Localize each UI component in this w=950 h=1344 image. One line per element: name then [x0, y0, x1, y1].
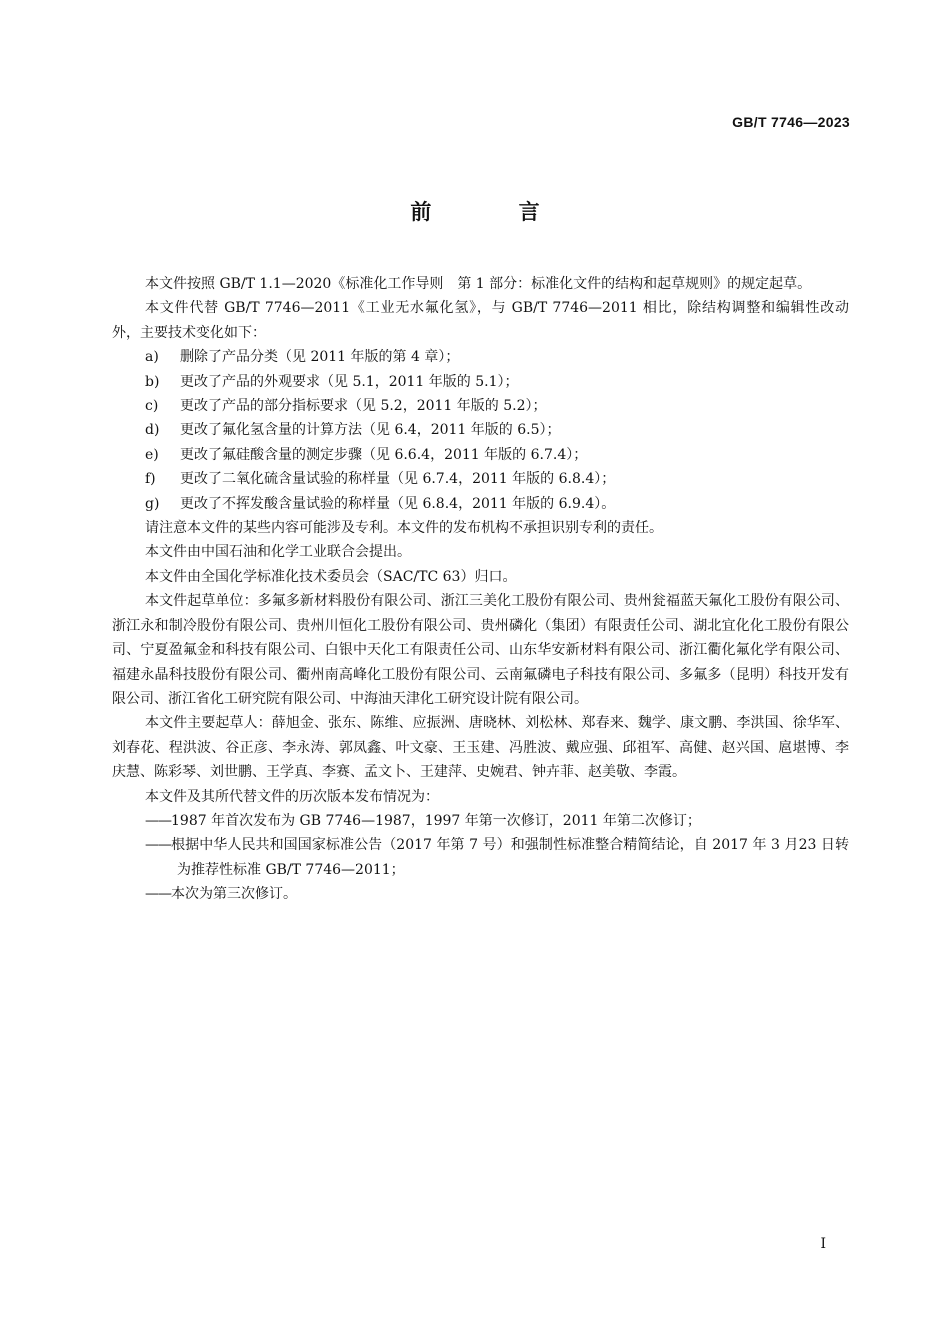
- page-number: I: [820, 1236, 826, 1252]
- changes-list: [112, 345, 849, 516]
- history-dash: ——: [145, 812, 171, 829]
- list-item-text: 更改了不挥发酸含量试验的称样量（见 6.8.4，2011 年版的 6.9.4）。: [180, 495, 616, 512]
- paragraph-proposer: 本文件由中国石油和化学工业联合会提出。: [145, 544, 411, 561]
- list-item-mark: a): [145, 349, 159, 366]
- history-text: 根据中华人民共和国国家标准公告（2017 年第 7 号）和强制性标准整合精简结论，自 2017 年 3 月23 日转为推荐性标准 GB/T 7746—2011；: [171, 837, 849, 878]
- paragraph-history-intro: 本文件及其所代替文件的历次版本发布情况为：: [145, 788, 439, 805]
- list-item-text: 更改了产品的部分指标要求（见 5.2，2011 年版的 5.2）；: [180, 398, 547, 415]
- history-text: 1987 年首次发布为 GB 7746—1987，1997 年第一次修订，2011 年第二次修订；: [171, 812, 701, 829]
- list-item-mark: e): [145, 446, 159, 463]
- list-item: [112, 492, 849, 516]
- list-item-text: 更改了氟化氢含量的计算方法（见 6.4，2011 年版的 6.5）；: [180, 422, 561, 439]
- list-item: [112, 370, 849, 394]
- history-text: 本次为第三次修订。: [171, 886, 297, 903]
- list-item-mark: c): [145, 398, 159, 415]
- list-item: [112, 394, 849, 418]
- history-item: [112, 882, 849, 906]
- list-item: [112, 467, 849, 491]
- list-item-mark: b): [145, 373, 160, 390]
- list-item: [112, 418, 849, 442]
- list-item: [112, 443, 849, 467]
- list-item-mark: d): [145, 422, 160, 439]
- standard-code: GB/T 7746—2023: [732, 114, 850, 130]
- list-item-mark: f): [145, 471, 156, 488]
- paragraph-drafting-units: 本文件起草单位：多氟多新材料股份有限公司、浙江三美化工股份有限公司、贵州瓮福蓝天氟化工股份有限公司、浙江永和制冷股份有限公司、贵州川恒化工股份有限公司、贵州磷化（集团）有限责任公司、湖北宜化化工股份有限公司、宁夏盈氟金和科技有限公司、白银中天化工有限责任公司、山东华安新材料有限公司、浙江衢化氟化学有限公司、福建永晶科技股份有限公司、衢州南高峰化工股份有限公司、云南氟磷电子科技有限公司、多氟多（昆明）科技开发有限公司、浙江省化工研究院有限公司、中海油天津化工研究设计院有限公司。: [112, 593, 849, 707]
- list-item-text: 删除了产品分类（见 2011 年版的第 4 章）；: [180, 349, 460, 366]
- history-item: [112, 809, 849, 833]
- list-item: [112, 345, 849, 369]
- paragraph-patent-notice: 请注意本文件的某些内容可能涉及专利。本文件的发布机构不承担识别专利的责任。: [145, 520, 663, 537]
- history-list: [112, 809, 849, 907]
- list-item-text: 更改了氟硅酸含量的测定步骤（见 6.6.4，2011 年版的 6.7.4）；: [180, 446, 588, 463]
- history-dash: ——: [145, 837, 171, 854]
- list-item-text: 更改了二氧化硫含量试验的称样量（见 6.7.4，2011 年版的 6.8.4）；: [180, 471, 616, 488]
- document-body: [112, 272, 849, 907]
- list-item-text: 更改了产品的外观要求（见 5.1，2011 年版的 5.1）；: [180, 373, 519, 390]
- history-dash: ——: [145, 886, 171, 903]
- history-item: [112, 833, 849, 882]
- list-item-mark: g): [145, 495, 160, 512]
- paragraph-replacement: 本文件代替 GB/T 7746—2011《工业无水氟化氢》，与 GB/T 7746—2011 相比，除结构调整和编辑性改动外，主要技术变化如下：: [112, 300, 849, 341]
- paragraph-drafting-rules: 本文件按照 GB/T 1.1—2020《标准化工作导则 第 1 部分：标准化文件的结构和起草规则》的规定起草。: [145, 276, 812, 292]
- paragraph-drafters: 本文件主要起草人：薛旭金、张东、陈维、应振洲、唐晓林、刘松林、郑春来、魏学、康文鹏、李洪国、徐华军、刘春花、程洪波、谷正彦、李永涛、郭凤鑫、叶文豪、王玉建、冯胜波、戴应强、邱祖军、高健、赵兴国、扈堪博、李庆慧、陈彩琴、刘世鹏、王学真、李赛、孟文卜、王建萍、史婉君、钟卉菲、赵美敬、李霞。: [112, 715, 849, 781]
- page-title: 前 言: [410, 200, 580, 224]
- paragraph-committee: 本文件由全国化学标准化技术委员会（SAC/TC 63）归口。: [145, 568, 517, 585]
